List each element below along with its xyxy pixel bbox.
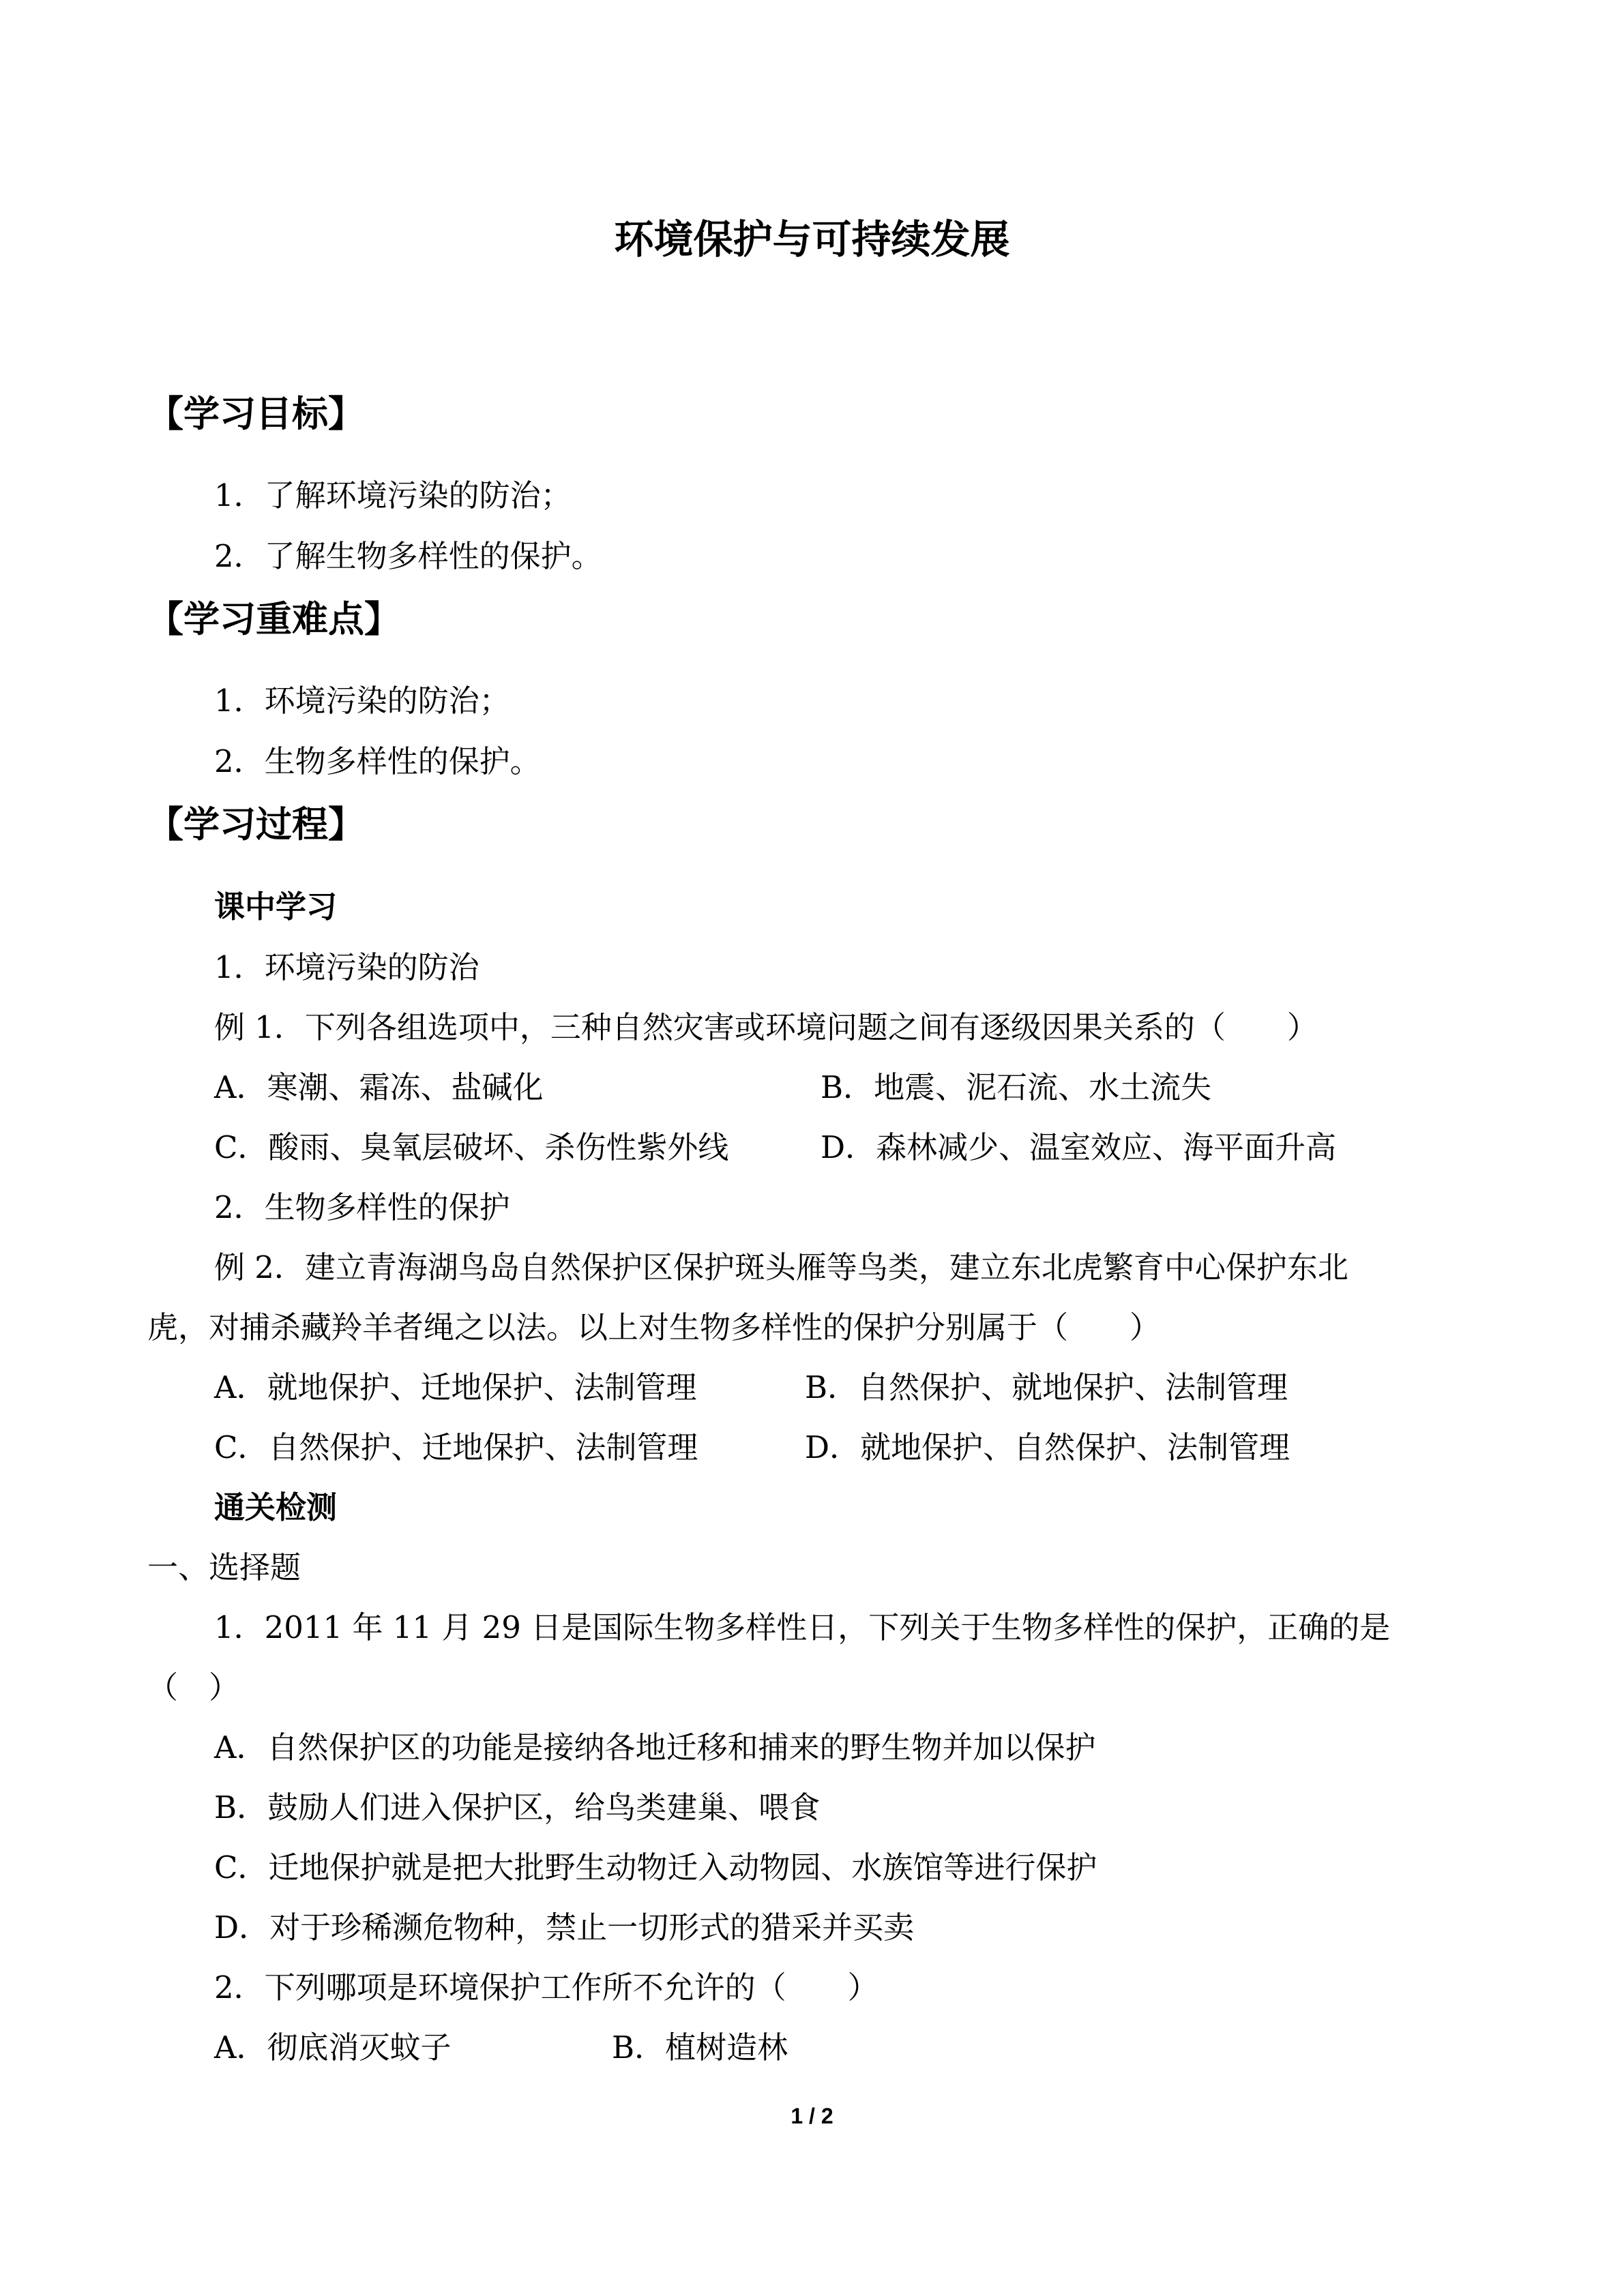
example1-option-b: B．地震、泥石流、水土流失 [821,1069,1212,1105]
question1-option-a: A．自然保护区的功能是接纳各地迁移和捕来的野生物并加以保护 [214,1729,1096,1765]
topic-pollution: 1．环境污染的防治 [214,949,479,985]
example2-option-b: B．自然保护、就地保护、法制管理 [805,1369,1288,1405]
example2-question-line1: 例 2．建立青海湖鸟岛自然保护区保护斑头雁等鸟类，建立东北虎繁育中心保护东北 [214,1249,1348,1285]
question2-option-b: B．植树造林 [612,2029,788,2066]
example1-question: 例 1．下列各组选项中，三种自然灾害或环境问题之间有逐级因果关系的（ ） [214,1009,1318,1045]
question2: 2．下列哪项是环境保护工作所不允许的（ ） [214,1969,879,2006]
question1-line2: （ ） [147,1669,240,1705]
question1-option-d: D．对于珍稀濒危物种，禁止一切形式的猎采并买卖 [214,1909,915,1945]
test-subheading: 通关检测 [214,1489,338,1525]
topic-biodiversity: 2．生物多样性的保护 [214,1189,510,1225]
example2-question-line2: 虎，对捕杀藏羚羊者绳之以法。以上对生物多样性的保护分别属于（ ） [147,1309,1161,1345]
example1-option-d: D．森林减少、温室效应、海平面升高 [821,1129,1337,1165]
in-class-subheading: 课中学习 [214,889,338,925]
document-title: 环境保护与可持续发展 [614,216,1010,263]
question1-line1: 1．2011 年 11 月 29 日是国际生物多样性日，下列关于生物多样性的保护，正确的是 [214,1609,1391,1645]
process-heading: 【学习过程】 [147,803,364,846]
key-point-item: 1．环境污染的防治； [214,683,510,719]
example1-option-c: C．酸雨、臭氧层破坏、杀伤性紫外线 [214,1129,729,1165]
section-multiple-choice: 一、选择题 [147,1549,301,1585]
question1-option-b: B．鼓励人们进入保护区，给鸟类建巢、喂食 [214,1789,821,1825]
example2-option-a: A．就地保护、迁地保护、法制管理 [214,1369,697,1405]
example1-option-a: A．寒潮、霜冻、盐碱化 [214,1069,544,1105]
question2-option-a: A．彻底消灭蚊子 [214,2029,452,2066]
objective-item: 2．了解生物多样性的保护。 [214,538,602,574]
example2-option-c: C．自然保护、迁地保护、法制管理 [214,1429,698,1465]
question1-option-c: C．迁地保护就是把大批野生动物迁入动物园、水族馆等进行保护 [214,1849,1097,1885]
page-number: 1 / 2 [791,2104,833,2128]
key-points-heading: 【学习重难点】 [147,598,400,640]
objective-item: 1．了解环境污染的防治； [214,477,572,513]
objectives-heading: 【学习目标】 [147,393,364,435]
key-point-item: 2．生物多样性的保护。 [214,743,541,779]
example2-option-d: D．就地保护、自然保护、法制管理 [805,1429,1290,1465]
